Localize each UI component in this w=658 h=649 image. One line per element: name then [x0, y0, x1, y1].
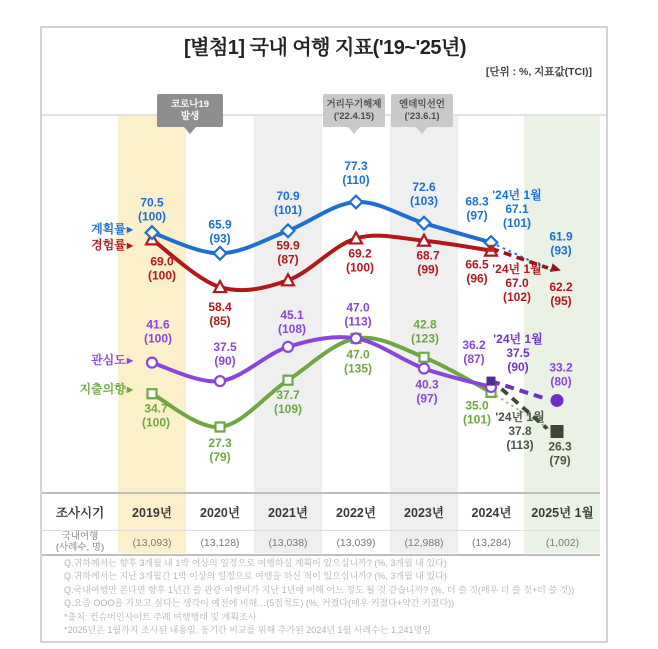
annotation-distancing-line1: 거리두기해제	[326, 99, 382, 110]
interest-value-label-2023년: 40.3	[415, 377, 439, 392]
table-header-2022년: 2022년	[336, 506, 376, 520]
footnote-line-1: Q.귀하께서는 향후 3개월 내 1박 이상의 일정으로 여행하실 계획이 있으십니까? (%, 3개월 내 있다)	[64, 558, 447, 568]
legend-interest-arrow-icon: ▶	[126, 356, 133, 365]
spend-value-label-2024년: 35.0	[465, 398, 489, 413]
interest-marker-2019년	[147, 358, 157, 368]
spend-index-label-2022년: (135)	[343, 361, 373, 376]
spend-ref-value-label: 37.8	[508, 424, 532, 438]
experience-value-label-2020년: 58.4	[208, 300, 232, 315]
legend-experience-rate	[91, 236, 133, 253]
experience-value-label-2021년: 59.9	[276, 238, 300, 253]
experience-index-label-2025년 1월: (95)	[550, 293, 572, 308]
legend-experience-label: 경험률	[91, 238, 126, 252]
annotation-endemic-line2: ('23.6.1)	[404, 110, 440, 122]
table-row-label-line1: 국내여행	[61, 531, 99, 542]
experience-ref-index-label: (102)	[502, 290, 532, 304]
sample-size-table	[42, 492, 600, 556]
legend-plan-label: 계획률	[91, 222, 126, 236]
plan-index-label-2024년: (97)	[466, 208, 488, 223]
interest-index-label-2021년: (108)	[277, 321, 307, 336]
table-header-2023년: 2023년	[404, 506, 444, 520]
plan-value-label-2025년 1월: 61.9	[549, 229, 573, 244]
legend-experience-arrow-icon: ▶	[126, 241, 133, 250]
interest-index-label-2023년: (97)	[416, 391, 438, 406]
spend-ref-period-label: '24년 1월	[495, 410, 545, 424]
experience-value-label-2019년: 69.0	[150, 254, 174, 269]
table-header-2025년 1월: 2025년 1월	[531, 506, 594, 520]
experience-marker-2022년	[350, 232, 362, 243]
footnote-line-3: Q.국내여행만 본다면 향후 1년간 쓸 관광·여행비가 지난 1년에 비해 어느 정도 될 것 같습니까? (%, 더 쓸 것(매우 더 쓸 것+더 쓸 것))	[64, 584, 575, 595]
spend-value-label-2025년 1월: 26.3	[548, 439, 572, 454]
legend-plan-rate	[91, 220, 133, 237]
interest-marker-2022년	[351, 333, 361, 343]
page-title: [별첨1] 국내 여행 지표('19~'25년)	[184, 37, 466, 59]
interest-value-label-2021년: 45.1	[280, 307, 304, 322]
spend-ref-index-label: (113)	[506, 438, 534, 452]
unit-note: [단위 : %, 지표값(TCI)]	[485, 66, 592, 78]
experience-index-label-2024년: (96)	[466, 271, 488, 286]
experience-value-label-2023년: 68.7	[416, 248, 440, 263]
table-row-label-line2: (사례수, 명)	[55, 541, 105, 553]
plan-ref-index-label: (101)	[502, 216, 532, 230]
experience-index-label-2023년: (99)	[417, 262, 439, 277]
table-header-2020년: 2020년	[200, 506, 240, 520]
spend-endpoint-marker	[551, 425, 564, 438]
spend-marker-2021년	[284, 376, 293, 385]
legend-spend-label: 지출의향	[79, 382, 126, 396]
experience-index-label-2019년: (100)	[147, 268, 177, 283]
plan-index-label-2023년: (103)	[409, 194, 439, 209]
experience-index-label-2021년: (87)	[277, 252, 299, 267]
table-header-2021년: 2021년	[268, 506, 308, 520]
legend-spend-arrow-icon: ▶	[126, 385, 133, 394]
table-header-2024년: 2024년	[471, 506, 512, 520]
table-header-period: 조사시기	[55, 506, 105, 520]
footnotes-block	[64, 557, 594, 637]
plan-marker-2020년	[214, 247, 227, 260]
spend-marker-2019년	[148, 389, 157, 398]
spend-index-label-2020년: (79)	[209, 450, 231, 464]
table-sample-size-2020년: (13,128)	[200, 536, 240, 549]
footnote-line-6: *2025년은 1월까지 조사된 내용임. 동기간 비교를 위해 추가된 2024년 1월 사례수는 1,241명임	[64, 625, 431, 636]
legend-spend-intent	[79, 380, 133, 397]
footnote-line-5: *출처: 컨슈머인사이트 주례 여행행태 및 계획조사	[64, 611, 257, 622]
annotation-covid-outbreak	[157, 94, 223, 127]
spend-index-label-2025년 1월: (79)	[549, 453, 571, 468]
plan-index-label-2025년 1월: (93)	[550, 243, 572, 258]
spend-index-label-2019년: (100)	[141, 415, 171, 430]
spend-value-label-2022년: 47.0	[346, 347, 370, 362]
legend-interest	[91, 351, 133, 368]
experience-value-label-2025년 1월: 62.2	[549, 279, 573, 294]
interest-index-label-2020년: (90)	[214, 354, 236, 369]
interest-index-label-2022년: (113)	[344, 314, 372, 329]
interest-endpoint-marker	[551, 394, 564, 407]
interest-value-label-2020년: 37.5	[213, 340, 237, 355]
plan-value-label-2020년: 65.9	[208, 217, 232, 232]
annotation-covid-line1: 코로나19	[170, 99, 210, 110]
table-row-label	[42, 531, 118, 554]
interest-index-label-2024년: (87)	[463, 351, 485, 366]
table-sample-size-2024년: (13,284)	[471, 536, 512, 549]
spend-value-label-2019년: 34.7	[144, 401, 168, 416]
table-sample-size-2023년: (12,988)	[404, 536, 444, 549]
annotation-covid-line2: 발생	[180, 110, 200, 122]
table-sample-size-2025년 1월: (1,002)	[545, 536, 580, 549]
experience-index-label-2020년: (85)	[209, 314, 231, 329]
plan-index-label-2022년: (110)	[342, 173, 370, 187]
experience-value-label-2022년: 69.2	[348, 246, 372, 261]
annotation-endemic-line1: 엔데믹선언	[399, 99, 445, 110]
interest-marker-2021년	[283, 342, 293, 352]
interest-ref-cap	[487, 377, 496, 386]
footnote-line-4: Q.요즘 OOO을 가보고 싶다는 생각이 예전에 비해…(5점척도) (%, 커졌다(매우 커졌다+약간 커졌다))	[64, 598, 455, 609]
interest-value-label-2024년: 36.2	[462, 337, 486, 352]
interest-index-label-2019년: (100)	[143, 331, 173, 346]
spend-marker-2023년	[420, 353, 429, 362]
interest-index-label-2025년 1월: (80)	[550, 374, 572, 389]
plan-ref-value-label: 67.1	[505, 202, 529, 216]
experience-value-label-2024년: 66.5	[465, 257, 489, 272]
spend-value-label-2020년: 27.3	[208, 436, 232, 450]
table-header-2019년: 2019년	[132, 506, 172, 520]
table-sample-size-2021년: (13,038)	[268, 536, 308, 549]
interest-marker-2023년	[419, 364, 429, 374]
experience-ref-period-label: '24년 1월	[492, 262, 542, 276]
annotation-endemic-declared	[391, 94, 453, 127]
experience-ref-value-label: 67.0	[505, 276, 529, 290]
table-data-row	[42, 531, 600, 554]
interest-ref-index-label: (90)	[507, 360, 529, 374]
plan-index-label-2019년: (100)	[137, 209, 167, 224]
spend-value-label-2021년: 37.7	[276, 388, 300, 403]
experience-marker-2020년	[214, 281, 226, 292]
plan-value-label-2023년: 72.6	[412, 180, 436, 195]
plan-value-label-2022년: 77.3	[344, 159, 368, 173]
table-header-row	[42, 494, 600, 531]
spend-marker-2020년	[216, 423, 225, 432]
interest-ref-value-label: 37.5	[506, 346, 530, 360]
legend-interest-label: 관심도	[91, 353, 126, 367]
plan-index-label-2021년: (101)	[273, 202, 303, 217]
footnote-line-2: Q.귀하께서는 지난 3개월간 1박 이상의 일정으로 여행을 하신 적이 있으십니까? (%, 3개월 내 있다)	[64, 571, 447, 582]
interest-value-label-2019년: 41.6	[146, 317, 170, 332]
interest-value-label-2025년 1월: 33.2	[549, 360, 573, 375]
interest-value-label-2022년: 47.0	[346, 300, 370, 315]
interest-ref-period-label: '24년 1월	[493, 332, 543, 346]
annotation-distancing-lifted	[323, 94, 385, 127]
plan-index-label-2020년: (93)	[209, 231, 231, 246]
table-sample-size-2019년: (13,093)	[132, 536, 172, 549]
legend-plan-arrow-icon: ▶	[126, 225, 133, 234]
experience-index-label-2022년: (100)	[345, 260, 375, 275]
table-sample-size-2022년: (13,039)	[336, 536, 376, 549]
plan-marker-2022년	[350, 196, 363, 209]
plan-value-label-2021년: 70.9	[276, 188, 300, 203]
plan-ref-period-label: '24년 1월	[492, 188, 542, 202]
spend-index-label-2024년: (101)	[462, 412, 492, 427]
experience-ref-cap	[488, 245, 495, 252]
plan-value-label-2024년: 68.3	[465, 194, 489, 209]
annotation-distancing-line2: ('22.4.15)	[333, 110, 375, 122]
spend-index-label-2023년: (123)	[410, 331, 440, 346]
interest-marker-2020년	[215, 376, 225, 386]
spend-value-label-2023년: 42.8	[413, 317, 437, 332]
plan-value-label-2019년: 70.5	[140, 195, 164, 210]
spend-index-label-2021년: (109)	[273, 402, 303, 417]
